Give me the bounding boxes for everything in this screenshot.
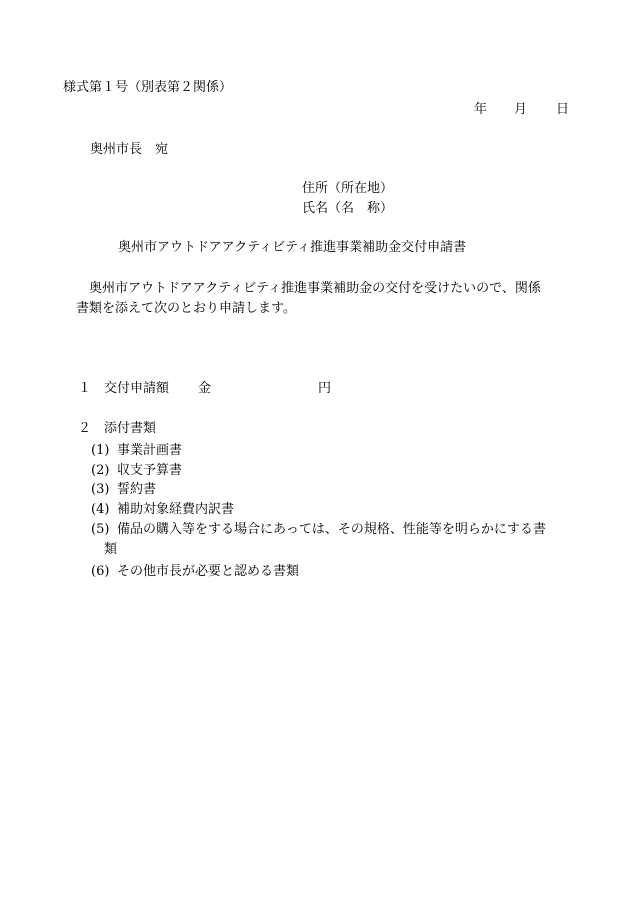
attachments-heading [78,421,156,437]
addressee: 奥州市長 宛 [90,142,169,157]
applicant-name-label: 氏名（名 称） [302,201,394,216]
date-year: 年 [474,102,488,117]
attachment-text: 事業計画書 [117,443,183,458]
attachment-num: (3) [91,482,110,497]
attachment-text: 誓約書 [117,482,157,497]
attachment-text: 備品の購入等をする場合にあっては、その規格、性能等を明らかにする書 [117,522,546,537]
attachment-item-3 [91,480,566,500]
attachment-item-2 [91,461,566,481]
attachment-item-6 [91,562,566,582]
attachment-text-continuation: 類 [104,541,118,557]
applicant-address-label: 住所（所在地） [302,181,394,196]
attachment-num: (5) [91,522,110,537]
amount-prefix: 金 [198,381,212,396]
attachment-num: (2) [91,463,110,478]
attachment-text: 収支予算書 [117,463,183,478]
date-line [474,102,569,118]
attachment-item-4 [91,500,566,520]
attachment-item-1 [91,441,566,461]
attachment-num: (1) [91,443,110,458]
attachment-text: その他市長が必要と認める書類 [117,564,300,579]
date-month: 月 [514,102,528,117]
body-line-2: 書類を添えて次のとおり申請します。 [76,301,296,316]
amount-unit: 円 [318,381,332,396]
document-title: 奥州市アウトドアアクティビティ推進事業補助金交付申請書 [118,240,467,255]
attachments-label: 添付書類 [104,421,157,436]
amount-number: １ [78,381,92,396]
body-text [63,279,573,319]
attachment-num: (4) [91,502,110,517]
amount-label: 交付申請額 [104,381,170,396]
amount-item [78,381,331,397]
attachment-num: (6) [91,564,110,579]
form-number: 様式第１号（別表第２関係） [63,80,233,95]
body-line-1: 奥州市アウトドアアクティビティ推進事業補助金の交付を受けたいので、関係 [89,281,541,296]
attachments-number: ２ [78,421,92,436]
date-day: 日 [556,102,570,117]
attachment-text: 補助対象経費内訳書 [117,502,235,517]
attachment-item-5 [91,520,566,559]
